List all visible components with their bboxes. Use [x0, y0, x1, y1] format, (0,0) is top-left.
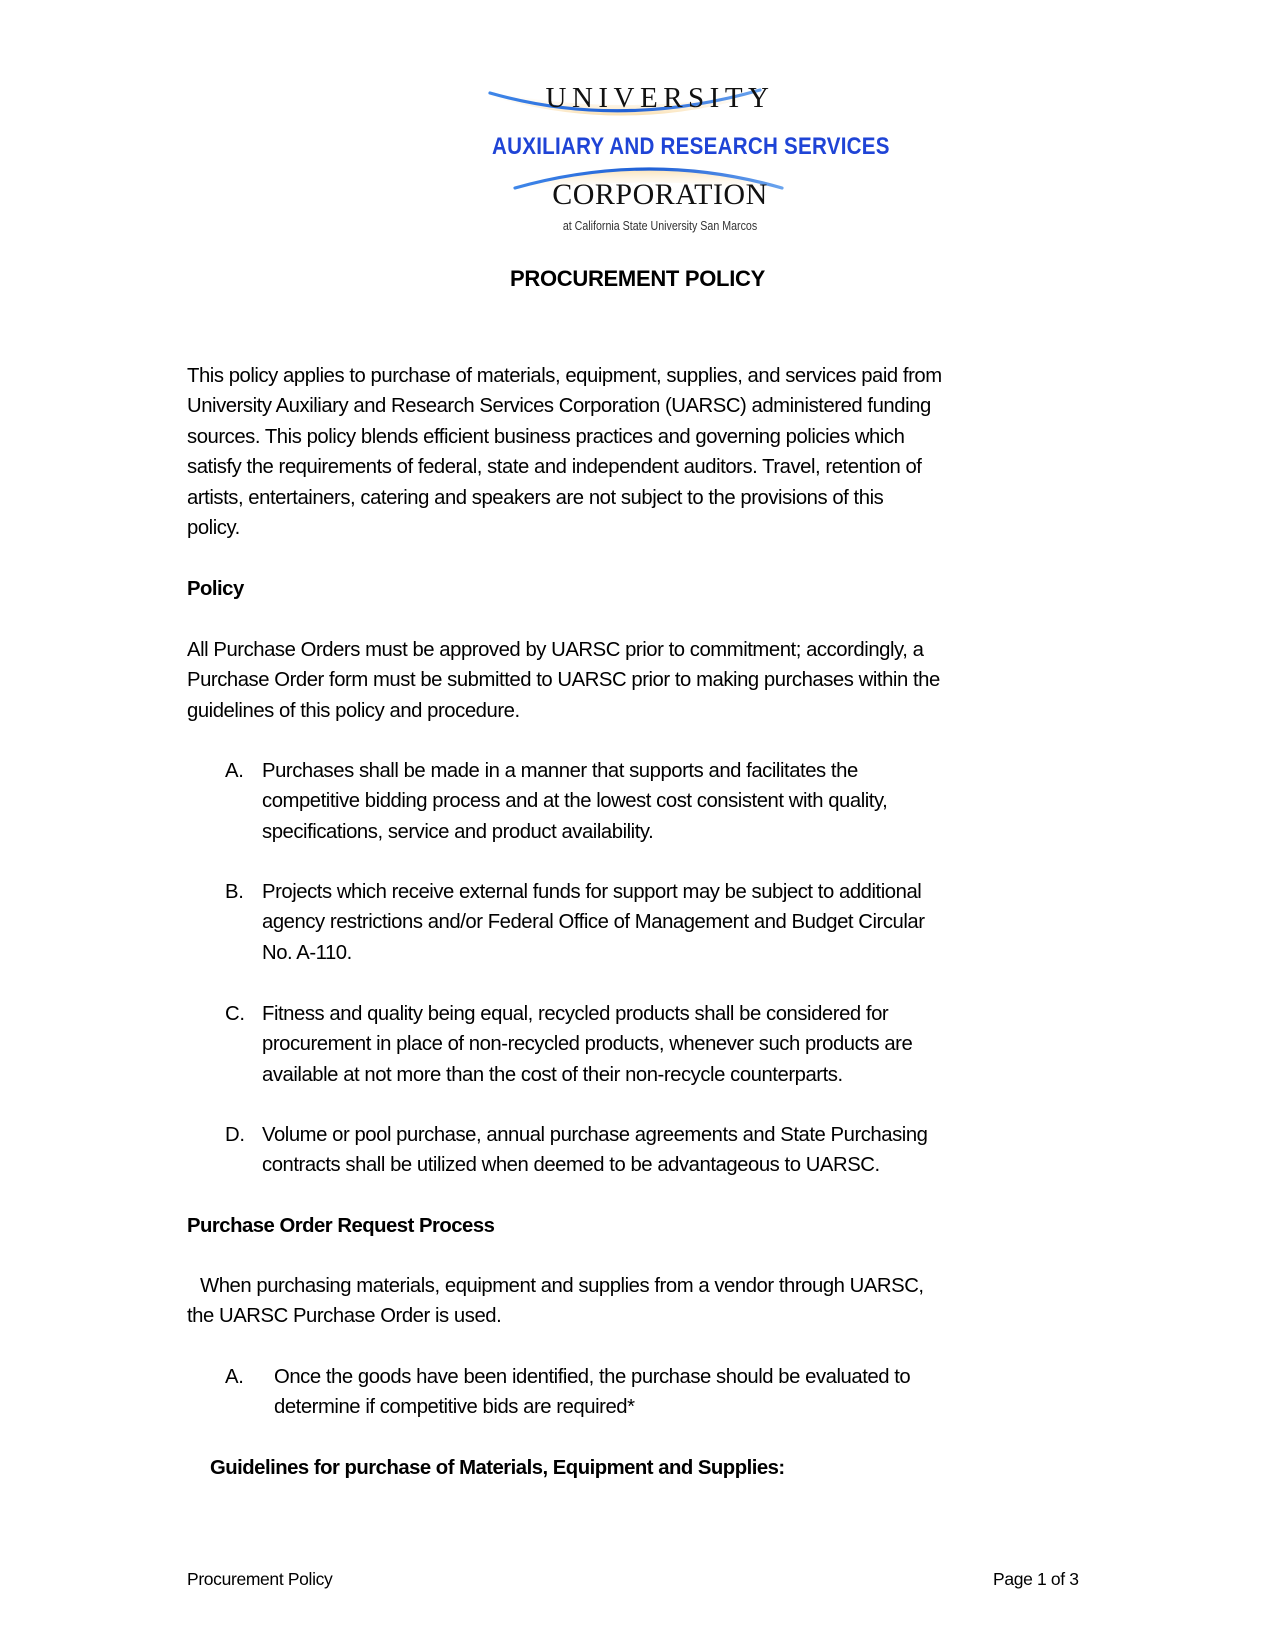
policy-line: All Purchase Orders must be approved by UARSC prior to commitment; accordingly, a	[187, 639, 924, 661]
intro-line: sources. This policy blends efficient business practices and governing policies which	[187, 425, 905, 448]
list-line: Projects which receive external funds for support may be subject to additional	[262, 881, 922, 903]
logo-auxiliary-text: AUXILIARY AND RESEARCH SERVICES	[492, 133, 890, 160]
policy-line: guidelines of this policy and procedure.	[187, 699, 520, 722]
list-label: C.	[225, 1003, 245, 1025]
logo-university-text: UNIVERSITY	[545, 82, 775, 114]
process-paragraph	[187, 1271, 924, 1332]
list-line: agency restrictions and/or Federal Office of Management and Budget Circular	[262, 911, 925, 934]
list-line: competitive bidding process and at the lowest cost consistent with quality,	[262, 790, 888, 813]
intro-paragraph	[187, 361, 942, 543]
logo-corporation-text: CORPORATION	[552, 178, 768, 211]
intro-line: satisfy the requirements of federal, state and independent auditors. Travel, retention of	[187, 456, 922, 479]
list-line: No. A-110.	[262, 941, 352, 964]
list-label: D.	[225, 1124, 245, 1146]
document-title: PROCUREMENT POLICY	[510, 266, 765, 291]
list-item-text	[274, 1362, 910, 1423]
list-label: B.	[225, 881, 244, 903]
list-line: specifications, service and product availability.	[262, 820, 654, 843]
policy-paragraph	[187, 635, 940, 726]
list-line: contracts shall be utilized when deemed to be advantageous to UARSC.	[262, 1154, 880, 1177]
policy-line: Purchase Order form must be submitted to UARSC prior to making purchases within the	[187, 669, 940, 692]
list-item-text	[262, 999, 912, 1090]
guidelines-heading: Guidelines for purchase of Materials, Equipment and Supplies:	[210, 1457, 785, 1479]
list-item-text	[262, 877, 925, 968]
list-label: A.	[225, 1366, 244, 1388]
list-item-text	[262, 756, 887, 847]
intro-line: University Auxiliary and Research Services Corporation (UARSC) administered funding	[187, 395, 931, 418]
list-line: procurement in place of non-recycled products, whenever such products are	[262, 1033, 913, 1056]
footer-document-name: Procurement Policy	[187, 1569, 333, 1589]
list-line: Fitness and quality being equal, recycled products shall be considered for	[262, 1003, 889, 1025]
uarsc-logo	[460, 78, 890, 243]
list-label: A.	[225, 760, 244, 782]
logo-subtitle: at California State University San Marcos	[562, 218, 758, 233]
list-line: determine if competitive bids are required*	[274, 1396, 635, 1419]
intro-line: This policy applies to purchase of materials, equipment, supplies, and services paid from	[187, 365, 942, 387]
list-line: Once the goods have been identified, the purchase should be evaluated to	[274, 1366, 911, 1388]
process-line: the UARSC Purchase Order is used.	[187, 1305, 502, 1328]
intro-line: artists, entertainers, catering and speakers are not subject to the provisions of this	[187, 486, 884, 509]
footer-page-number: Page 1 of 3	[993, 1569, 1079, 1589]
process-heading: Purchase Order Request Process	[187, 1215, 495, 1237]
policy-heading: Policy	[187, 578, 244, 600]
process-line: When purchasing materials, equipment and supplies from a vendor through UARSC,	[200, 1275, 924, 1297]
list-line: Volume or pool purchase, annual purchase agreements and State Purchasing	[262, 1124, 928, 1146]
list-item-text	[262, 1120, 928, 1181]
intro-line: policy.	[187, 516, 240, 539]
list-line: Purchases shall be made in a manner that supports and facilitates the	[262, 760, 858, 782]
list-line: available at not more than the cost of their non-recycle counterparts.	[262, 1063, 843, 1086]
